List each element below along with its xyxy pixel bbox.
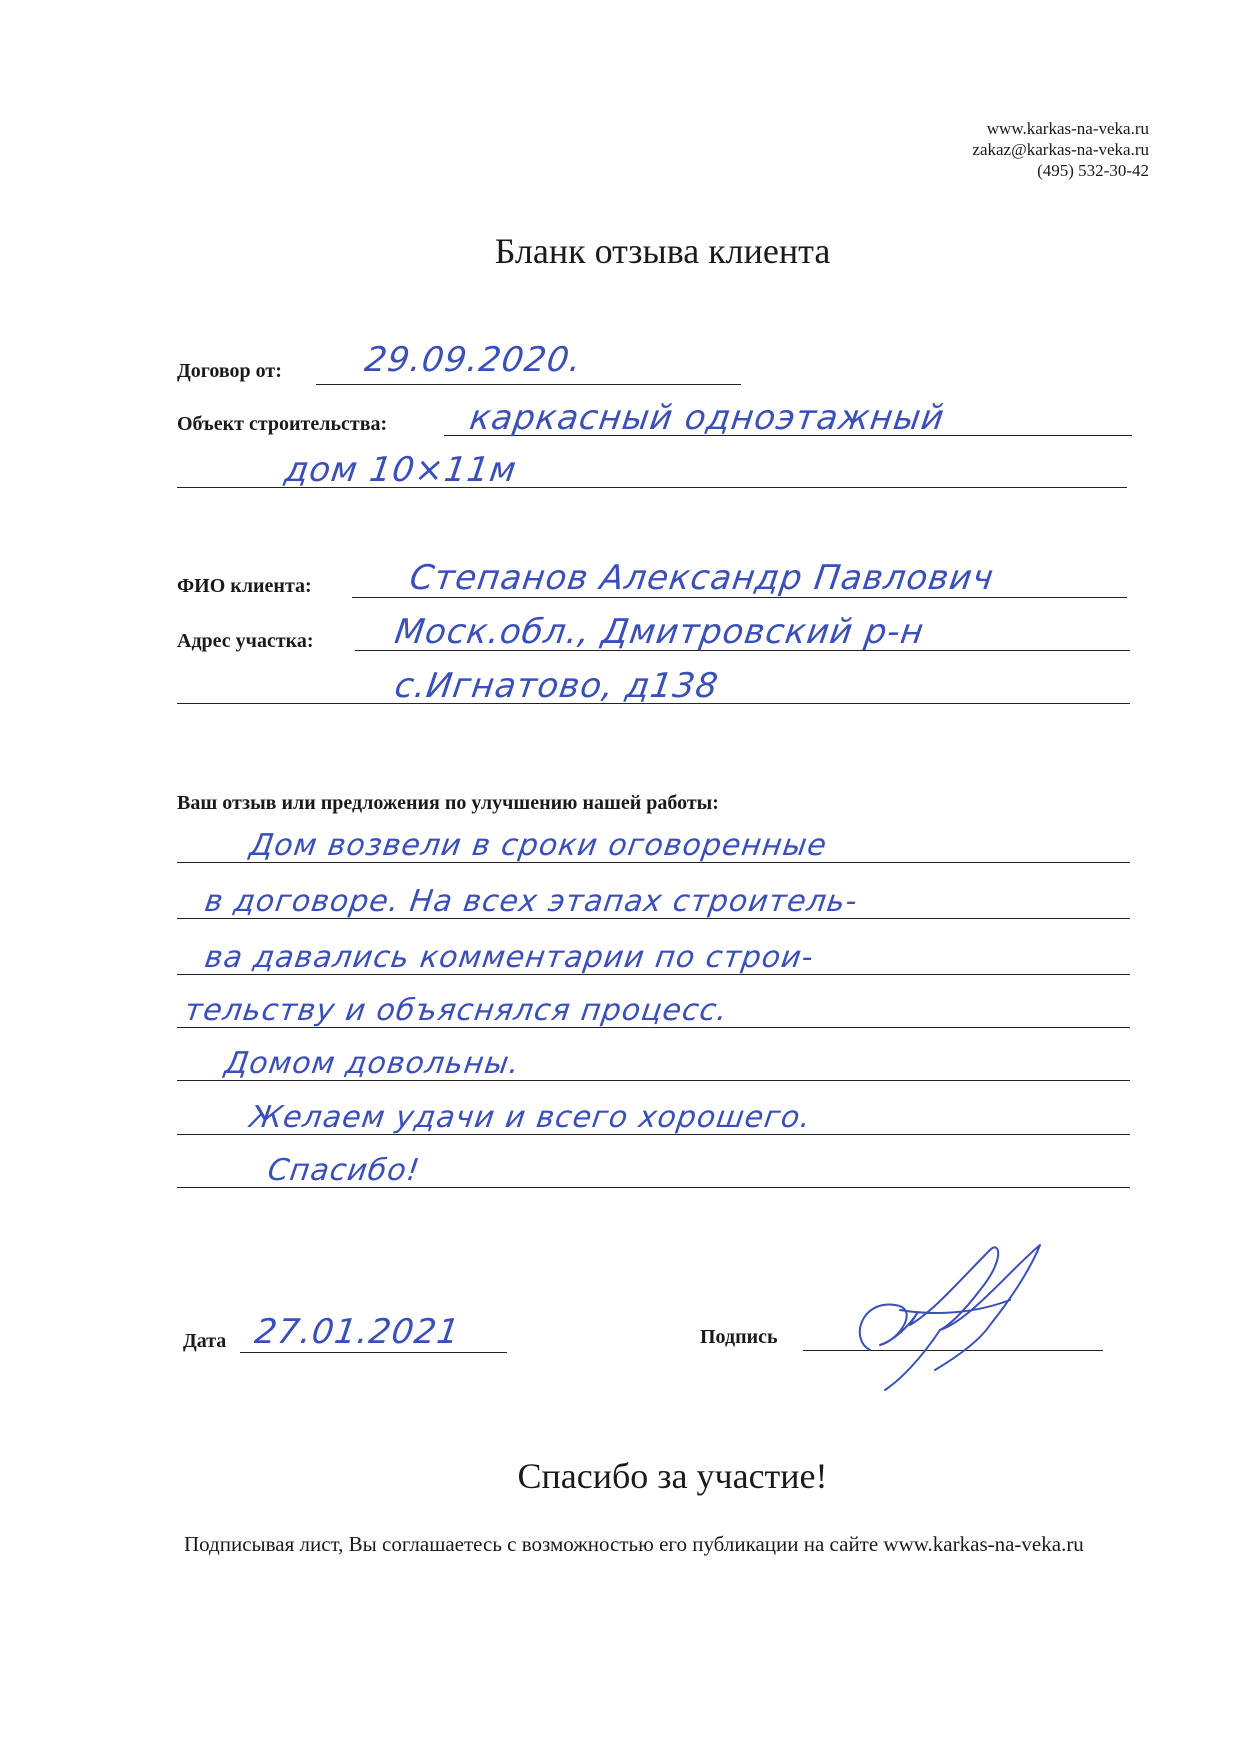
date-value: 27.01.2021 (252, 1312, 463, 1352)
feedback-text-line-7: Спасибо! (265, 1153, 423, 1188)
handwritten-signature (840, 1230, 1100, 1400)
feedback-text-line-2: в договоре. На всех этапах строитель- (202, 884, 860, 919)
contract-label: Договор от: (177, 360, 282, 382)
object-value-line-1: каркасный одноэтажный (467, 398, 948, 438)
feedback-text-line-6: Желаем удачи и всего хорошего. (247, 1100, 814, 1135)
feedback-text-line-1: Дом возвели в сроки оговоренные (247, 828, 830, 863)
phone-number: (495) 532-30-42 (1037, 161, 1149, 180)
form-title: Бланк отзыва клиента (494, 231, 831, 271)
address-value-line-1: Моск.обл., Дмитровский р-н (392, 612, 927, 652)
address-value-line-2: с.Игнатово, д138 (392, 666, 722, 706)
contract-date-value: 29.09.2020. (362, 340, 585, 380)
feedback-text-line-3: ва давались комментарии по строи- (202, 940, 817, 975)
date-label: Дата (183, 1330, 227, 1352)
publication-consent-note: Подписывая лист, Вы соглашаетесь с возможностью его публикации на сайте www.karkas-na-veka.ru (184, 1532, 1084, 1556)
thanks-heading: Спасибо за участие! (517, 1456, 828, 1496)
object-value-line-2: дом 10×11м (282, 450, 520, 490)
object-label: Объект строительства: (177, 413, 388, 435)
feedback-text-line-5: Домом довольны. (222, 1046, 523, 1081)
contact-info (972, 118, 1149, 181)
address-label: Адрес участка: (177, 630, 314, 652)
email-link[interactable]: zakaz@karkas-na-veka.ru (972, 140, 1149, 159)
client-label: ФИО клиента: (177, 575, 312, 597)
feedback-text-line-4: тельству и объяснялся процесс. (182, 993, 731, 1028)
contract-line (316, 384, 741, 385)
client-name-value: Степанов Александр Павлович (407, 558, 997, 598)
feedback-label: Ваш отзыв или предложения по улучшению нашей работы: (177, 792, 719, 814)
signature-label: Подпись (700, 1326, 778, 1348)
date-line (240, 1352, 507, 1353)
website-link[interactable]: www.karkas-na-veka.ru (986, 119, 1149, 138)
